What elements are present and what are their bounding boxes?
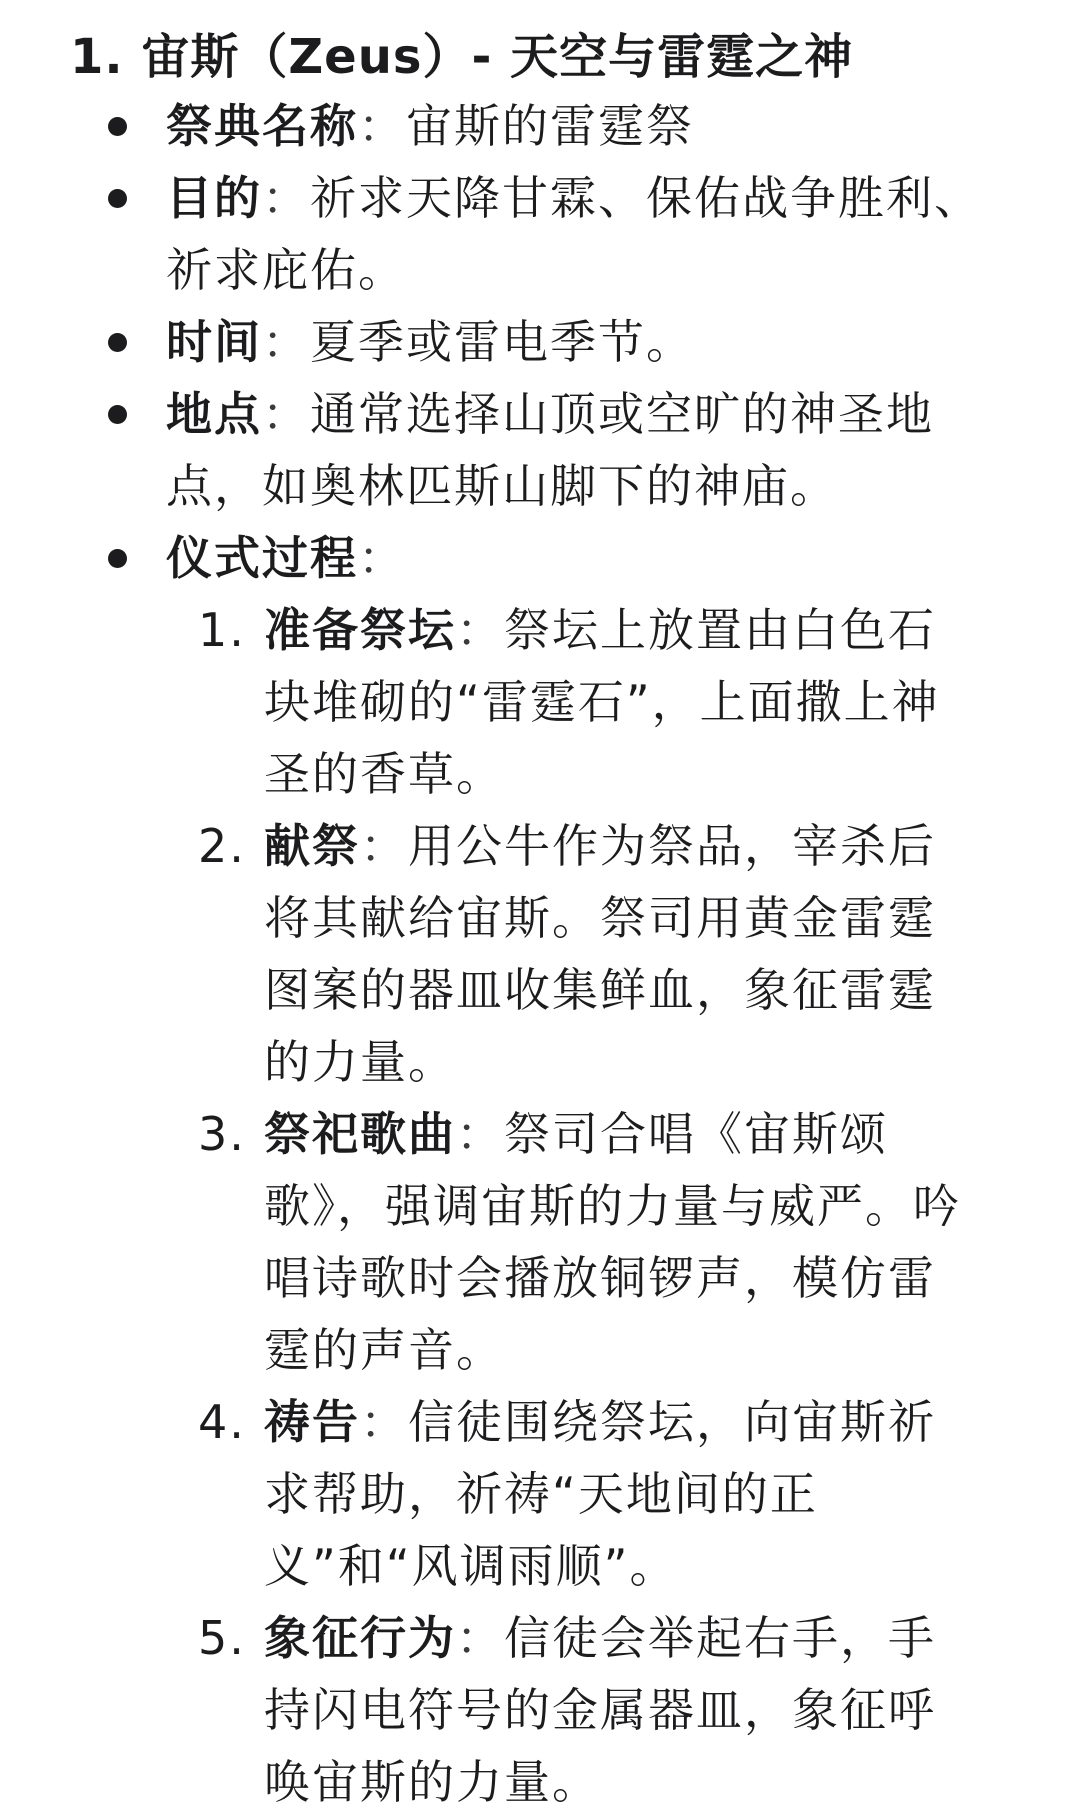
bullet-text: 宙斯的雷霆祭 — [406, 99, 694, 153]
step-number: 5. — [198, 1611, 246, 1665]
step-term: 象征行为 — [264, 1611, 456, 1665]
step-separator: ： — [360, 1395, 408, 1449]
step-term: 献祭 — [264, 819, 360, 873]
bullet-separator: ： — [358, 99, 406, 153]
bullet-list — [100, 90, 1020, 1812]
bullet-dot-icon — [108, 405, 127, 424]
bullet-separator: ： — [262, 315, 310, 369]
bullet-term: 目的 — [166, 171, 262, 225]
bullet-dot-icon — [108, 333, 127, 352]
step-term: 准备祭坛 — [264, 603, 456, 657]
step-term: 祷告 — [264, 1395, 360, 1449]
step-text: 祭司合唱《宙斯颂歌》，强调宙斯的力量与威严。吟唱诗歌时会播放铜锣声，模仿雷霆的声音。 — [264, 1107, 961, 1377]
section-heading: 1. 宙斯（Zeus）- 天空与雷霆之神 — [70, 29, 854, 85]
step-number: 3. — [198, 1107, 246, 1161]
step-separator: ： — [456, 603, 504, 657]
bullet-item — [100, 162, 1020, 306]
step-number: 4. — [198, 1395, 246, 1449]
bullet-term: 祭典名称 — [166, 99, 358, 153]
ritual-step — [198, 1098, 968, 1386]
bullet-item — [100, 306, 1020, 378]
ritual-step — [198, 1602, 968, 1812]
step-text: 信徒围绕祭坛，向宙斯祈求帮助，祈祷“天地间的正义”和“风调雨顺”。 — [264, 1395, 936, 1593]
step-separator: ： — [456, 1611, 504, 1665]
bullet-separator: ： — [262, 171, 310, 225]
step-text: 信徒会举起右手，手持闪电符号的金属器皿，象征呼唤宙斯的力量。 — [264, 1611, 936, 1809]
step-number: 1. — [198, 603, 246, 657]
bullet-separator: ： — [358, 531, 406, 585]
bullet-term: 仪式过程 — [166, 531, 358, 585]
bullet-item — [100, 90, 1020, 162]
bullet-separator: ： — [262, 387, 310, 441]
bullet-dot-icon — [108, 189, 127, 208]
bullet-dot-icon — [108, 117, 127, 136]
step-text: 用公牛作为祭品，宰杀后将其献给宙斯。祭司用黄金雷霆图案的器皿收集鲜血，象征雷霆的力量。 — [264, 819, 936, 1089]
bullet-term: 时间 — [166, 315, 262, 369]
ritual-steps-list — [198, 594, 968, 1812]
bullet-term: 地点 — [166, 387, 262, 441]
bullet-item — [100, 378, 1020, 522]
step-number: 2. — [198, 819, 246, 873]
bullet-text: 祈求天降甘霖、保佑战争胜利、祈求庇佑。 — [166, 171, 982, 297]
bullet-item — [100, 522, 1020, 1812]
step-separator: ： — [456, 1107, 504, 1161]
ritual-step — [198, 810, 968, 1098]
bullet-text: 夏季或雷电季节。 — [310, 315, 694, 369]
step-term: 祭祀歌曲 — [264, 1107, 456, 1161]
bullet-text: 通常选择山顶或空旷的神圣地点，如奥林匹斯山脚下的神庙。 — [166, 387, 934, 513]
ritual-step — [198, 1386, 968, 1602]
step-separator: ： — [360, 819, 408, 873]
bullet-dot-icon — [108, 549, 127, 568]
step-text: 祭坛上放置由白色石块堆砌的“雷霆石”，上面撒上神圣的香草。 — [264, 603, 940, 801]
ritual-step — [198, 594, 968, 810]
